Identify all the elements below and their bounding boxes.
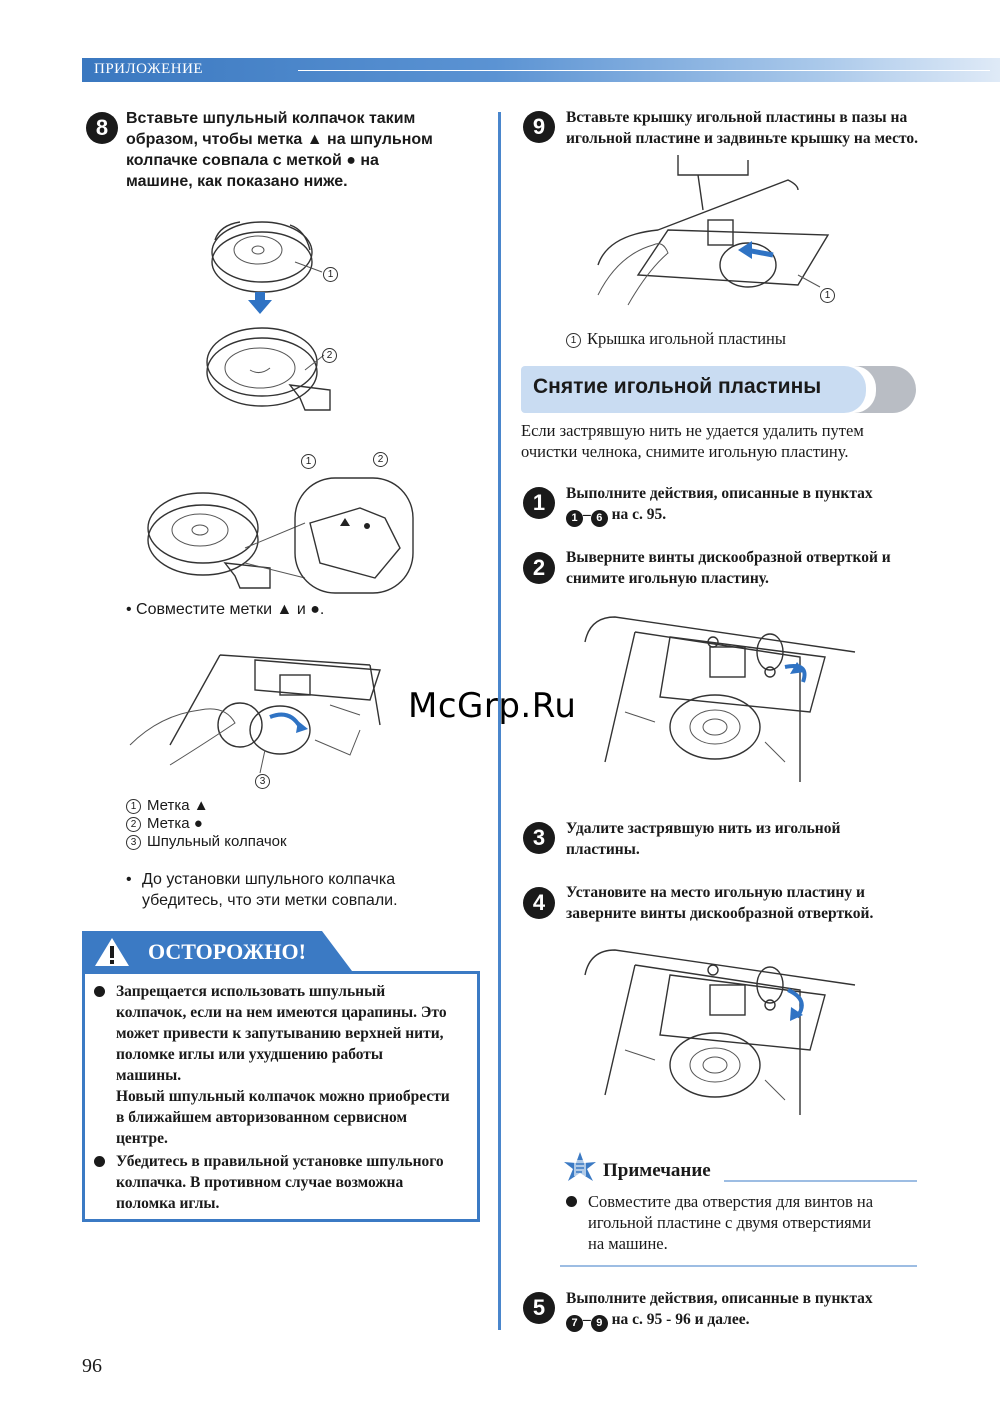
bullet-align-text: Совместите метки ▲ и ●.: [136, 601, 325, 618]
section-label: ПРИЛОЖЕНИЕ: [94, 61, 204, 77]
step-3-text: Удалите застрявшую нить из игольной пластины.: [566, 820, 841, 858]
caution-box: [82, 931, 480, 1222]
step-4-text: Установите на место игольную пластину и заверните винты дискообразной отверткой.: [566, 884, 874, 922]
step-9-number: 9: [523, 111, 555, 143]
bobbin-case-illustration: [200, 210, 350, 415]
cover-legend: 1 Крышка игольной пластины: [566, 328, 786, 349]
legend-item: 2 Метка ●: [126, 815, 426, 833]
page-number: 96: [82, 1355, 102, 1377]
note-icon: [562, 1150, 598, 1184]
header-rule: [298, 70, 990, 71]
insert-bobbin-case-illustration: [130, 645, 430, 785]
section-heading: [521, 366, 916, 413]
watermark: McGrp.Ru: [408, 686, 577, 726]
step-8-number: 8: [86, 112, 118, 144]
step-1-text: Выполните действия, описанные в пунктах 1 – 6 на с. 95.: [566, 483, 946, 527]
warning-icon: [94, 937, 130, 967]
step-8-line: колпачке совпала с меткой ● на: [126, 152, 379, 169]
legend-item: 3 Шпульный колпачок: [126, 833, 426, 851]
step-5-text: Выполните действия, описанные в пунктах 7 – 9 на с. 95 - 96 и далее.: [566, 1288, 946, 1332]
caution-item: Убедитесь в правильной установке шпульного колпачка. В противном случае возможна поломка иглы.: [94, 1151, 472, 1214]
bullet-check-marks: • До установки шпульного колпачка убедитесь, что эти метки совпали.: [126, 871, 398, 909]
bullet-dot: •: [126, 871, 132, 888]
bullet-align-marks: [126, 601, 324, 619]
step-8-text: [126, 108, 486, 192]
step-2-text: Выверните винты дискообразной отверткой и снимите игольную пластину.: [566, 549, 891, 587]
step-8-line: машине, как показано ниже.: [126, 173, 348, 190]
caution-items: [94, 981, 472, 1216]
bobbin-mark-alignment-illustration: [145, 468, 415, 593]
callout-cover: 1: [820, 286, 841, 304]
callout-1-zoom: 1: [301, 452, 322, 470]
step-5-number: 5: [523, 1292, 555, 1324]
step-8-line: образом, чтобы метка ▲ на шпульном: [126, 131, 433, 148]
install-needle-plate-illustration: [585, 945, 860, 1115]
note-title: Примечание: [603, 1160, 711, 1181]
header-bar: [82, 58, 1000, 82]
caution-title: ОСТОРОЖНО!: [148, 939, 306, 964]
note-body: Совместите два отверстия для винтов на игольной пластине с двумя отверстиями на машине.: [566, 1191, 926, 1254]
remove-needle-plate-illustration: [585, 612, 860, 782]
callout-1-top: 1: [323, 265, 344, 283]
section-intro: Если застрявшую нить не удается удалить путем очистки челнока, снимите игольную пластину.: [521, 421, 864, 461]
step-2-number: 2: [523, 552, 555, 584]
step-1-number: 1: [523, 487, 555, 519]
step-4-number: 4: [523, 887, 555, 919]
note-bullet: [566, 1196, 577, 1207]
caution-item: Запрещается использовать шпульный колпачок, если на нем имеются царапины. Это может привести к запутыванию верхней нити, поломке иглы или ухудшению работы машины. Новый шпульный колпачок можно приобрести в ближайшем авторизованном сервисном центре.: [94, 981, 472, 1149]
needle-plate-cover-illustration: [598, 155, 848, 320]
step-3-number: 3: [523, 822, 555, 854]
callout-2-zoom: 2: [373, 450, 394, 468]
legend-item: 1 Метка ▲: [126, 797, 426, 815]
note-bottom-rule: [560, 1265, 917, 1267]
bullet-dot: •: [126, 601, 137, 618]
note-rule: [724, 1180, 917, 1182]
section-title: Снятие игольной пластины: [533, 375, 822, 398]
callout-2-top: 2: [322, 346, 343, 364]
step-9-text: Вставьте крышку игольной пластины в пазы на игольной пластине и задвиньте крышку на место.: [566, 109, 918, 147]
legend-list: [126, 797, 426, 851]
callout-3: 3: [255, 772, 276, 790]
step-8-line: Вставьте шпульный колпачок таким: [126, 110, 416, 127]
